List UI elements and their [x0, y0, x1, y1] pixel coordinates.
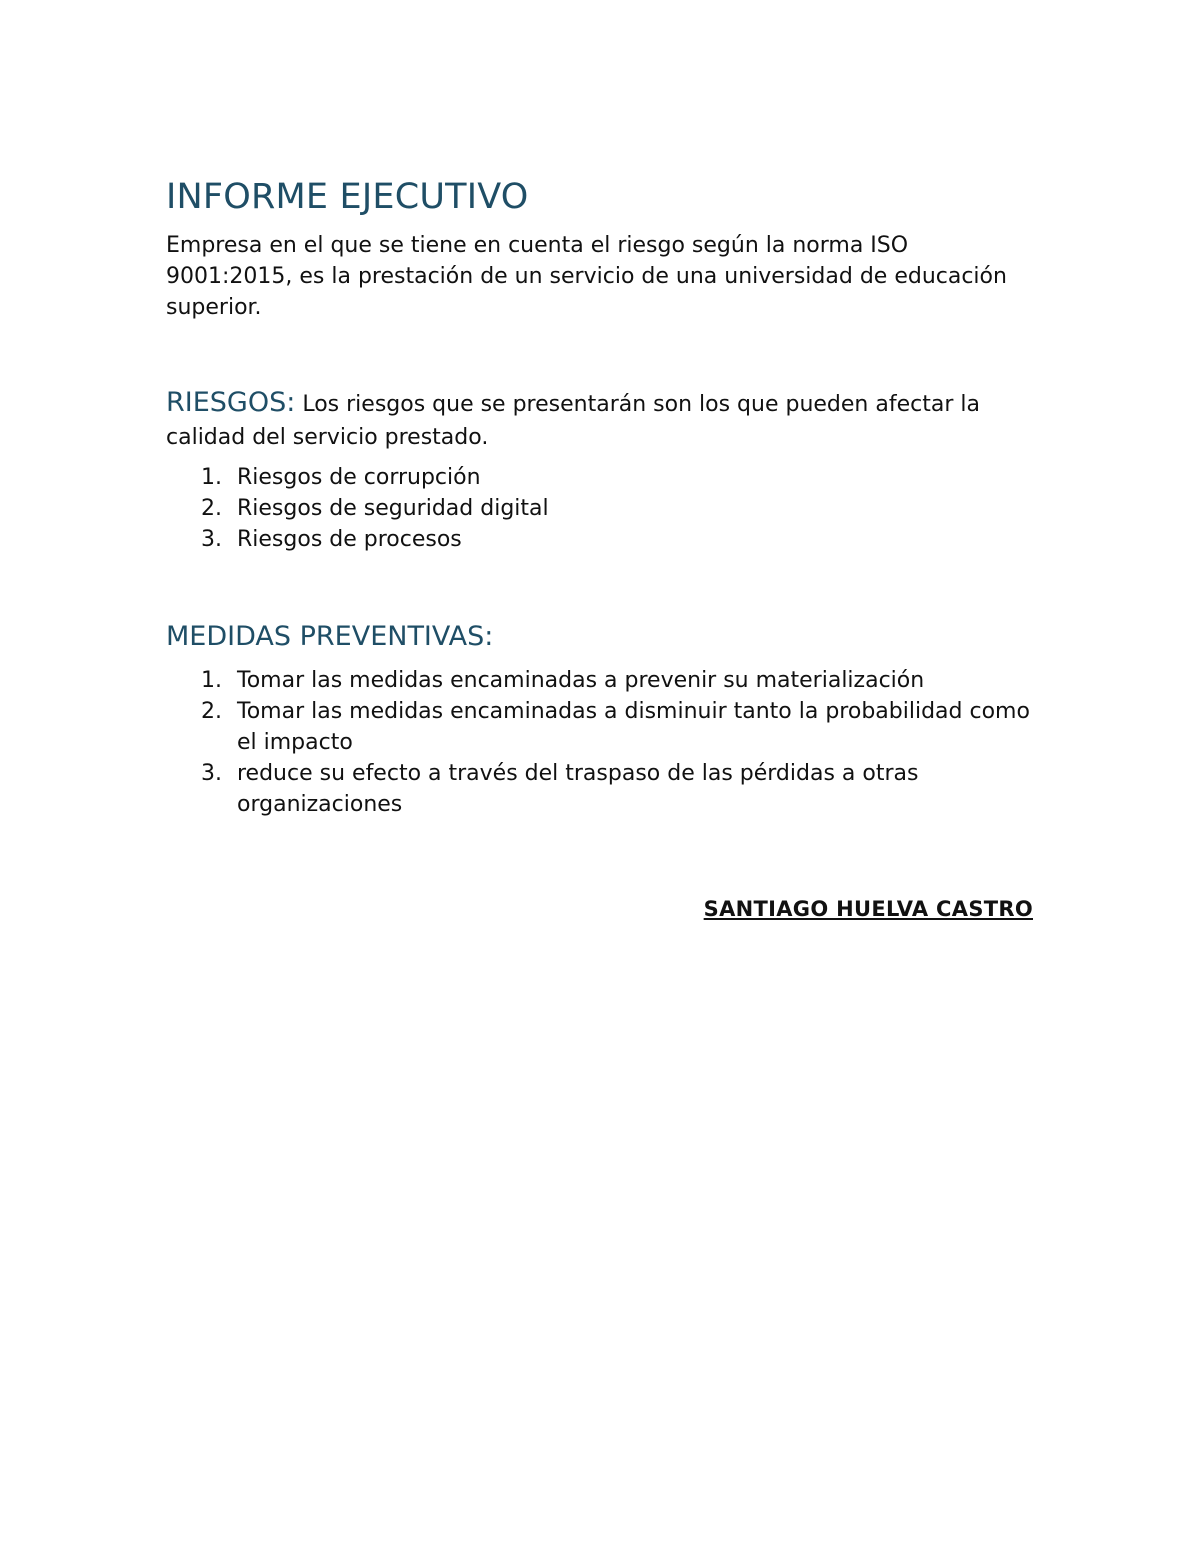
list-number: 1.	[201, 668, 222, 693]
list-item	[166, 493, 1036, 524]
list-number: 1.	[201, 465, 222, 490]
risks-paragraph	[166, 385, 1036, 454]
list-item	[166, 462, 1036, 493]
signature-block	[166, 897, 1036, 921]
document-content	[166, 172, 1036, 921]
list-text: Riesgos de corrupción	[237, 465, 481, 490]
list-item	[166, 665, 1036, 696]
document-title: INFORME EJECUTIVO	[166, 177, 529, 217]
list-number: 2.	[201, 699, 222, 724]
list-text: Riesgos de procesos	[237, 527, 462, 552]
list-number: 3.	[201, 761, 222, 786]
risks-section	[166, 385, 1036, 555]
list-text: reduce su efecto a través del traspaso de las pérdidas a otras organizaciones	[237, 761, 919, 817]
list-item	[166, 758, 1036, 820]
risks-heading: RIESGOS:	[166, 387, 296, 418]
list-text: Riesgos de seguridad digital	[237, 496, 549, 521]
intro-paragraph: Empresa en el que se tiene en cuenta el riesgo según la norma ISO 9001:2015, es la prestación de un servicio de una universidad de educación superior.	[166, 233, 1007, 320]
list-number: 2.	[201, 496, 222, 521]
list-item	[166, 696, 1036, 758]
measures-list	[166, 665, 1036, 820]
list-text: Tomar las medidas encaminadas a disminuir tanto la probabilidad como el impacto	[237, 699, 1030, 755]
signature-name: SANTIAGO HUELVA CASTRO	[703, 897, 1033, 921]
risks-list	[166, 462, 1036, 555]
list-item	[166, 524, 1036, 555]
list-number: 3.	[201, 527, 222, 552]
list-text: Tomar las medidas encaminadas a prevenir su materialización	[237, 668, 925, 693]
measures-section	[166, 617, 1036, 820]
risks-description: Los riesgos que se presentarán son los que pueden afectar la calidad del servicio prestado.	[166, 392, 980, 450]
measures-heading: MEDIDAS PREVENTIVAS:	[166, 621, 494, 652]
